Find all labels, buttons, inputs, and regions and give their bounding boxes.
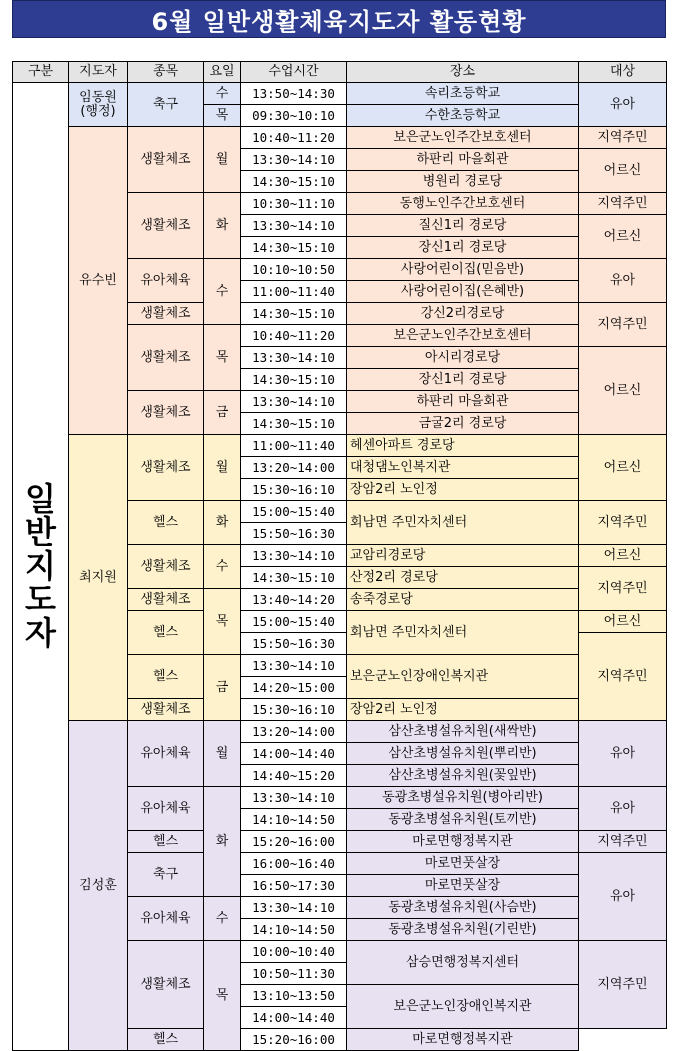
target-cell: 지역주민 [579,831,667,853]
target-cell: 지역주민 [579,193,667,215]
table-row [13,127,667,149]
header-row [13,62,667,83]
sport-cell: 생활체조 [128,435,204,501]
day-cell: 금 [204,391,241,435]
time-cell: 13:20~14:00 [241,721,347,743]
target-cell: 어르신 [579,611,667,633]
time-cell: 14:30~15:10 [241,171,347,193]
table-row [13,435,667,457]
day-cell: 수 [204,545,241,589]
target-cell: 유아 [579,259,667,303]
sport-cell: 축구 [128,83,204,127]
target-cell: 유아 [579,721,667,787]
instructor-cell: 최지원 [69,435,128,721]
instructor-cell: 유수빈 [69,127,128,435]
time-cell: 15:20~16:00 [241,831,347,853]
time-cell: 14:30~15:10 [241,567,347,589]
day-cell: 화 [204,193,241,259]
place-cell: 속리초등학교 [347,83,579,105]
target-cell: 지역주민 [579,303,667,347]
time-cell: 10:40~11:20 [241,325,347,347]
time-cell: 15:50~16:30 [241,523,347,545]
time-cell: 14:00~14:40 [241,743,347,765]
day-cell: 화 [204,787,241,897]
time-cell: 14:20~15:00 [241,677,347,699]
time-cell: 13:30~14:10 [241,215,347,237]
target-cell: 지역주민 [579,633,667,721]
time-cell: 10:10~10:50 [241,259,347,281]
target-cell: 어르신 [579,545,667,567]
place-cell: 삼산초병설유치원(뿌리반) [347,743,579,765]
place-cell: 장신1리 경로당 [347,369,579,391]
time-cell: 11:00~11:40 [241,435,347,457]
place-cell: 회남면 주민자치센터 [347,501,579,545]
place-cell: 장암2리 노인정 [347,699,579,721]
place-cell: 보은군노인주간보호센터 [347,127,579,149]
sport-cell: 유아체육 [128,259,204,303]
table-body [13,83,667,1051]
time-cell: 13:40~14:20 [241,589,347,611]
sport-cell: 생활체조 [128,941,204,1029]
sport-cell: 헬스 [128,611,204,655]
place-cell: 아시리경로당 [347,347,579,369]
sport-cell: 생활체조 [128,589,204,611]
target-cell: 지역주민 [579,567,667,611]
time-cell: 15:50~16:30 [241,633,347,655]
place-cell: 동광초병설유치원(병아리반) [347,787,579,809]
place-cell: 장암2리 노인정 [347,479,579,501]
sport-cell: 유아체육 [128,897,204,941]
sport-cell: 유아체육 [128,721,204,787]
place-cell: 동행노인주간보호센터 [347,193,579,215]
sport-cell: 생활체조 [128,545,204,589]
day-cell: 수 [204,897,241,941]
time-cell: 14:00~14:40 [241,1007,347,1029]
place-cell: 강신2리경로당 [347,303,579,325]
day-cell: 화 [204,501,241,545]
table-row [13,83,667,105]
time-cell: 15:00~15:40 [241,501,347,523]
sport-cell: 헬스 [128,831,204,853]
header-instructor: 지도자 [69,62,128,83]
time-cell: 13:30~14:10 [241,655,347,677]
day-cell: 월 [204,127,241,193]
target-cell: 어르신 [579,149,667,193]
time-cell: 13:30~14:10 [241,897,347,919]
sport-cell: 헬스 [128,501,204,545]
place-cell: 금굴2리 경로당 [347,413,579,435]
time-cell: 16:00~16:40 [241,853,347,875]
time-cell: 13:30~14:10 [241,149,347,171]
sport-cell: 생활체조 [128,325,204,391]
target-cell: 유아 [579,853,667,941]
place-cell: 동광초병설유치원(토끼반) [347,809,579,831]
day-cell: 월 [204,721,241,787]
time-cell: 09:30~10:10 [241,105,347,127]
target-cell: 지역주민 [579,501,667,545]
time-cell: 13:30~14:10 [241,347,347,369]
table-row [13,721,667,743]
place-cell: 마로면풋살장 [347,875,579,897]
place-cell: 하판리 마을회관 [347,391,579,413]
time-cell: 14:10~14:50 [241,809,347,831]
instructor-cell: 임동원 (행정) [69,83,128,127]
time-cell: 13:10~13:50 [241,985,347,1007]
sport-cell: 헬스 [128,1029,204,1051]
header-category: 구분 [13,62,69,83]
time-cell: 14:30~15:10 [241,303,347,325]
place-cell: 보은군노인장애인복지관 [347,655,579,699]
place-cell: 삼산초병설유치원(새싹반) [347,721,579,743]
place-cell: 회남면 주민자치센터 [347,611,579,655]
place-cell: 산정2리 경로당 [347,567,579,589]
place-cell: 보은군노인장애인복지관 [347,985,579,1029]
target-cell: 유아 [579,787,667,831]
time-cell: 14:30~15:10 [241,369,347,391]
target-cell: 어르신 [579,347,667,435]
sport-cell: 생활체조 [128,391,204,435]
instructor-cell: 김성훈 [69,721,128,1051]
place-cell: 동광초병설유치원(사슴반) [347,897,579,919]
time-cell: 15:20~16:00 [241,1029,347,1051]
time-cell: 15:30~16:10 [241,479,347,501]
place-cell: 마로면행정복지관 [347,831,579,853]
place-cell: 삼산초병설유치원(꽃잎반) [347,765,579,787]
time-cell: 11:00~11:40 [241,281,347,303]
time-cell: 13:20~14:00 [241,457,347,479]
time-cell: 14:30~15:10 [241,413,347,435]
target-cell: 지역주민 [579,941,667,1029]
day-cell: 목 [204,325,241,391]
place-cell: 동광초병설유치원(기린반) [347,919,579,941]
header-day: 요일 [204,62,241,83]
time-cell: 13:30~14:10 [241,391,347,413]
sport-cell: 헬스 [128,655,204,699]
place-cell: 질신1리 경로당 [347,215,579,237]
place-cell: 병원리 경로당 [347,171,579,193]
page-title: 6월 일반생활체육지도자 활동현황 [12,0,666,38]
day-cell: 수 [204,83,241,105]
place-cell: 사랑어린이집(은혜반) [347,281,579,303]
time-cell: 14:10~14:50 [241,919,347,941]
time-cell: 10:00~10:40 [241,941,347,963]
time-cell: 13:30~14:10 [241,545,347,567]
target-cell: 어르신 [579,215,667,259]
sport-cell: 생활체조 [128,303,204,325]
time-cell: 10:30~11:10 [241,193,347,215]
day-cell: 목 [204,941,241,1051]
place-cell: 보은군노인주간보호센터 [347,325,579,347]
sport-cell: 생활체조 [128,127,204,193]
place-cell: 교암리경로당 [347,545,579,567]
sport-cell: 축구 [128,853,204,897]
sport-cell: 생활체조 [128,699,204,721]
time-cell: 10:50~11:30 [241,963,347,985]
place-cell: 사랑어린이집(믿음반) [347,259,579,281]
sport-cell: 유아체육 [128,787,204,831]
day-cell: 월 [204,435,241,501]
time-cell: 14:40~15:20 [241,765,347,787]
place-cell: 마로면풋살장 [347,853,579,875]
day-cell: 금 [204,655,241,721]
place-cell: 삼승면행정복지센터 [347,941,579,985]
place-cell: 수한초등학교 [347,105,579,127]
time-cell: 15:30~16:10 [241,699,347,721]
time-cell: 13:30~14:10 [241,787,347,809]
day-cell: 목 [204,105,241,127]
sport-cell: 생활체조 [128,193,204,259]
time-cell: 16:50~17:30 [241,875,347,897]
header-target: 대상 [579,62,667,83]
time-cell: 15:00~15:40 [241,611,347,633]
place-cell: 송죽경로당 [347,589,579,611]
category-cell: 일 반 지 도 자 [13,83,69,1051]
place-cell: 헤센아파트 경로당 [347,435,579,457]
target-cell: 지역주민 [579,127,667,149]
header-time: 수업시간 [241,62,347,83]
time-cell: 14:30~15:10 [241,237,347,259]
target-cell: 어르신 [579,435,667,501]
place-cell: 하판리 마을회관 [347,149,579,171]
place-cell: 장신1리 경로당 [347,237,579,259]
time-cell: 10:40~11:20 [241,127,347,149]
place-cell: 마로면행정복지관 [347,1029,579,1051]
place-cell: 대청댐노인복지관 [347,457,579,479]
header-place: 장소 [347,62,579,83]
target-cell: 유아 [579,83,667,127]
time-cell: 13:50~14:30 [241,83,347,105]
header-sport: 종목 [128,62,204,83]
day-cell: 목 [204,589,241,655]
activity-table [12,61,667,1051]
day-cell: 수 [204,259,241,325]
